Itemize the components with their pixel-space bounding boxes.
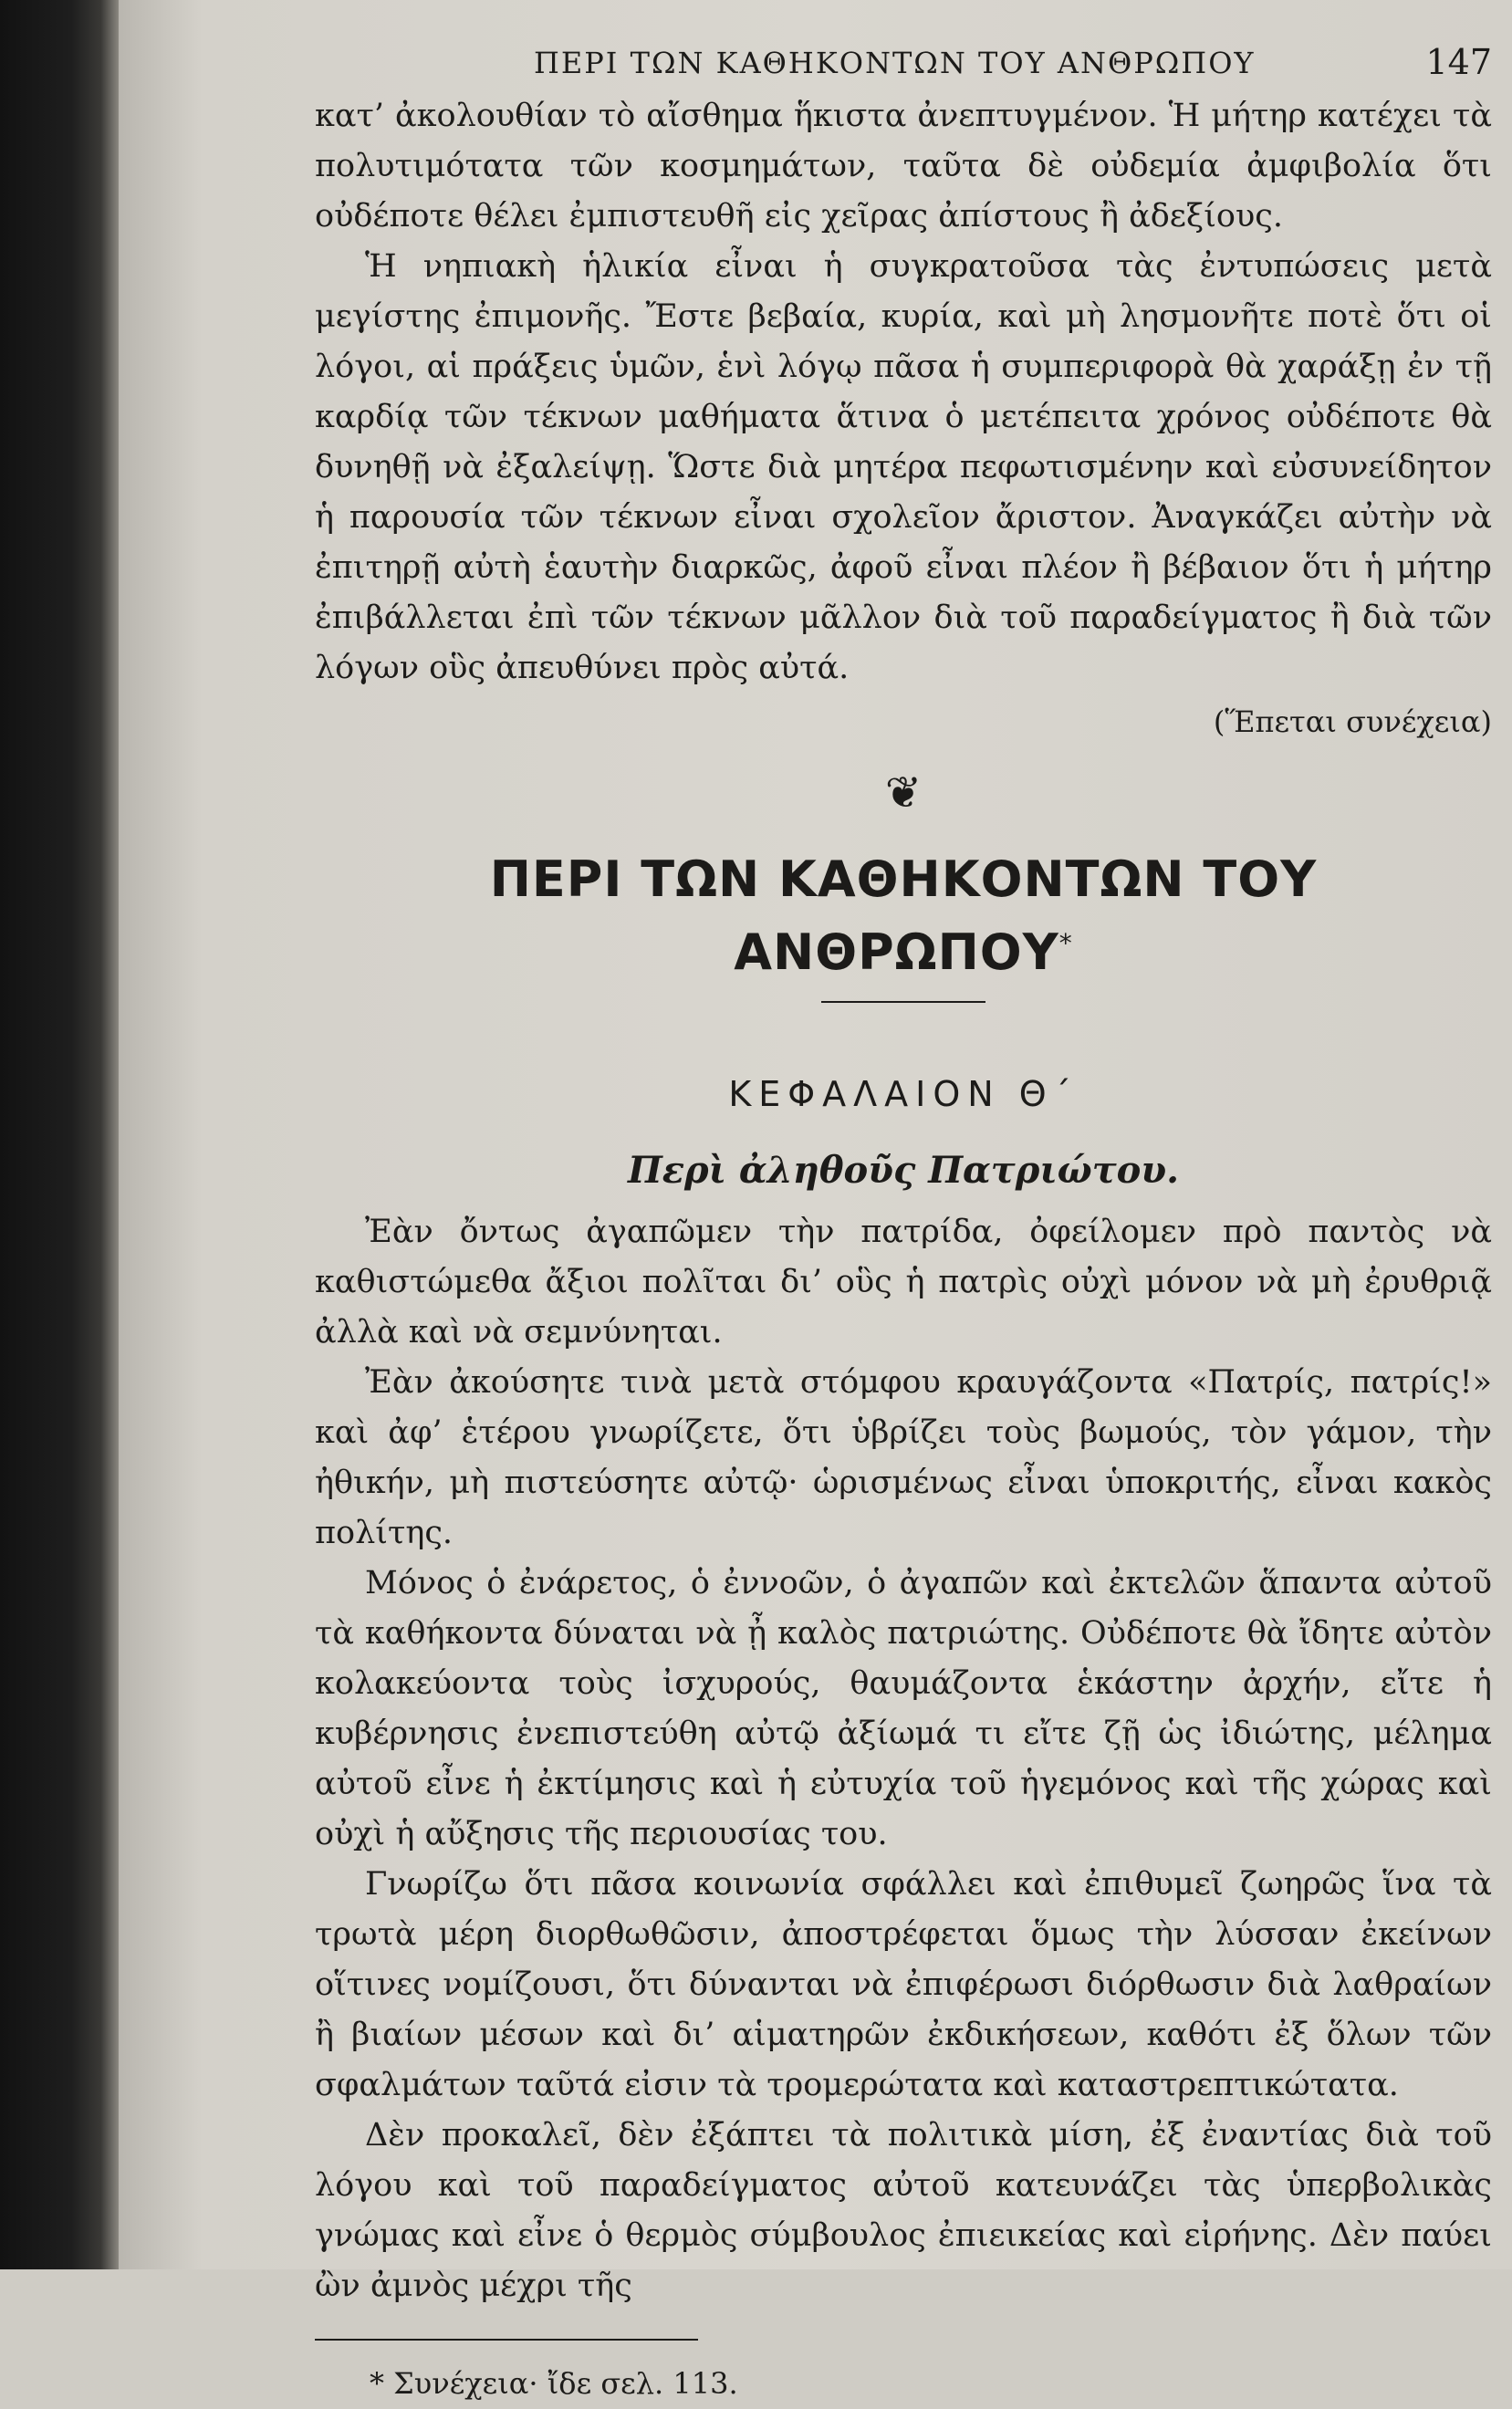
chapter-subtitle: Περὶ ἀληθοῦς Πατριώτου. — [627, 1149, 1180, 1192]
chapter-heading: ΚΕΦΑΛΑΙΟΝ Θ΄ — [728, 1074, 1079, 1114]
running-head — [315, 36, 1492, 91]
previous-section — [315, 91, 1492, 747]
paragraph: Ἐὰν ὄντως ἀγαπῶμεν τὴν πατρίδα, ὀφείλομεν πρὸ παντὸς νὰ καθιστώμεθα ἄξιοι πολῖται δι’ οὓς ἡ πατρὶς οὐχὶ μόνον νὰ μὴ ἐρυθριᾷ ἀλλὰ καὶ νὰ σεμνύνηται. — [315, 1214, 1492, 1350]
continuation-note: (Ἕπεται συνέχεια) — [1213, 704, 1492, 739]
title-footnote-marker: * — [1058, 928, 1073, 958]
paragraph: Ἡ νηπιακὴ ἡλικία εἶναι ἡ συγκρατοῦσα τὰς ἐντυπώσεις μετὰ μεγίστης ἐπιμονῆς. Ἔστε βεβαία, κυρία, καὶ μὴ λησμονῆτε ποτὲ ὅτι οἱ λόγοι, αἱ πράξεις ὑμῶν, ἑνὶ λόγῳ πᾶσα ἡ συμπεριφορὰ θὰ χαράξῃ ἐν τῇ καρδίᾳ τῶν τέκνων μαθήματα ἅτινα ὁ μετέπειτα χρόνος οὐδέποτε θὰ δυνηθῇ νὰ ἐξαλείψῃ. Ὥστε διὰ μητέρα πεφωτισμένην καὶ εὐσυνείδητον ἡ παρουσία τῶν τέκνων εἶναι σχολεῖον ἄριστον. Ἀναγκάζει αὐτὴν νὰ ἐπιτηρῇ αὐτὴ ἑαυτὴν διαρκῶς, ἀφοῦ εἶναι πλέον ἢ βέβαιον ὅτι ἡ μήτηρ ἐπιβάλλεται ἐπὶ τῶν τέκνων μᾶλλον διὰ τοῦ παραδείγματος ἢ διὰ τῶν λόγων οὓς ἀπευθύνει πρὸς αὐτά. — [315, 248, 1492, 686]
paragraph: Ἐὰν ἀκούσητε τινὰ μετὰ στόμφου κραυγάζοντα «Πατρίς, πατρίς!» καὶ ἀφ’ ἑτέρου γνωρίζετε, ὅτι ὑβρίζει τοὺς βωμούς, τὸν γάμον, τὴν ἠθικήν, μὴ πιστεύσητε αὐτῷ· ὡρισμένως εἶναι ὑποκριτής, εἶναι κακὸς πολίτης. — [315, 1364, 1492, 1551]
paragraph-continued: κατ’ ἀκολουθίαν τὸ αἴσθημα ἥκιστα ἀνεπτυγμένον. Ἡ μήτηρ κατέχει τὰ πολυτιμότατα τῶν κοσμημάτων, ταῦτα δὲ οὐδεμία ἀμφιβολία ὅτι οὐδέποτε θέλει ἐμπιστευθῆ εἰς χεῖρας ἀπίστους ἢ ἀδεξίους. — [315, 98, 1492, 235]
page-number: 147 — [1425, 42, 1492, 82]
paragraph: Μόνος ὁ ἐνάρετος, ὁ ἐννοῶν, ὁ ἀγαπῶν καὶ ἐκτελῶν ἅπαντα αὐτοῦ τὰ καθήκοντα δύναται νὰ ᾖ καλὸς πατριώτης. Οὐδέποτε θὰ ἴδητε αὐτὸν κολακεύοντα τοὺς ἰσχυρούς, θαυμάζοντα ἑκάστην ἀρχήν, εἴτε ἡ κυβέρνησις ἐνεπιστεύθη αὐτῷ ἀξίωμά τι εἴτε ζῇ ὡς ἰδιώτης, μέλημα αὐτοῦ εἶνε ἡ ἐκτίμησις καὶ ἡ εὐτυχία τοῦ ἡγεμόνος καὶ τῆς χώρας καὶ οὐχὶ ἡ αὔξησις τῆς περιουσίας του. — [315, 1565, 1492, 1852]
article-title-text: ΠΕΡΙ ΤΩΝ ΚΑΘΗΚΟΝΤΩΝ ΤΟΥ ΑΝΘΡΩΠΟΥ — [489, 850, 1318, 981]
footnote: * Συνέχεια· ἴδε σελ. 113. — [370, 2366, 738, 2401]
leaf-ornament-icon: ❦ — [884, 767, 923, 819]
article-title — [315, 848, 1492, 985]
running-head-title: ΠΕΡΙ ΤΩΝ ΚΑΘΗΚΟΝΤΩΝ ΤΟΥ ΑΝΘΡΩΠΟΥ — [534, 46, 1256, 80]
book-binding-shadow — [0, 0, 119, 2269]
book-page — [119, 0, 1512, 2401]
title-divider — [821, 1001, 985, 1003]
paragraph: Δὲν προκαλεῖ, δὲν ἐξάπτει τὰ πολιτικὰ μίση, ἐξ ἐναντίας διὰ τοῦ λόγου καὶ τοῦ παραδείγματος αὐτοῦ κατευνάζει τὰς ὑπερβολικὰς γνώμας καὶ εἶνε ὁ θερμὸς σύμβουλος ἐπιεικείας καὶ εἰρήνης. Δὲν παύει ὢν ἀμνὸς μέχρι τῆς — [315, 2117, 1492, 2304]
footnote-rule — [315, 2339, 698, 2341]
page-content — [315, 36, 1492, 2409]
paragraph: Γνωρίζω ὅτι πᾶσα κοινωνία σφάλλει καὶ ἐπιθυμεῖ ζωηρῶς ἵνα τὰ τρωτὰ μέρη διορθωθῶσιν, ἀποστρέφεται ὅμως τὴν λύσσαν ἐκείνων οἵτινες νομίζουσι, ὅτι δύνανται νὰ ἐπιφέρωσι διόρθωσιν διὰ λαθραίων ἢ βιαίων μέσων καὶ δι’ αἱματηρῶν ἐκδικήσεων, καθότι ἐξ ὅλων τῶν σφαλμάτων ταῦτά εἰσιν τὰ τρομερώτατα καὶ καταστρεπτικώτατα. — [315, 1866, 1492, 2103]
article-body — [315, 1207, 1492, 2311]
